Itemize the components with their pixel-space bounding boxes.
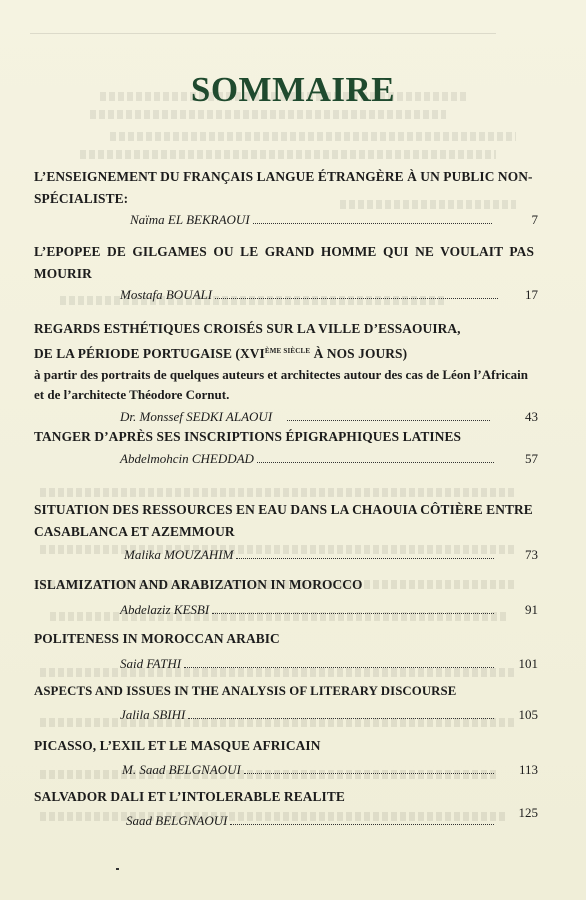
entry-title: SALVADOR DALI ET L’INTOLERABLE REALITE (34, 789, 345, 804)
entry-page-number: 101 (518, 656, 538, 671)
leader-dots (257, 452, 494, 463)
entry-author: Said FATHI (120, 656, 182, 671)
author-line (120, 602, 538, 620)
author-line (126, 805, 538, 831)
leader-dots (184, 657, 494, 668)
page-title: SOMMAIRE (190, 70, 396, 109)
leader-dots (244, 763, 494, 774)
print-mark (116, 868, 119, 870)
leader-dots (253, 213, 492, 224)
entry-page-number: 105 (518, 707, 538, 722)
author-line (124, 547, 538, 565)
toc-entry (34, 318, 538, 427)
century-superscript: ÈME SIÈCLE (264, 347, 311, 355)
leader-dots (212, 603, 494, 614)
author-line (120, 656, 538, 674)
toc-entry (34, 786, 538, 831)
toc-entry (34, 680, 538, 725)
entry-title-line2 (34, 340, 534, 365)
running-header-rule (30, 33, 496, 34)
leader-dots (215, 288, 498, 299)
entry-page-number: 17 (525, 287, 538, 302)
entry-page-number: 91 (525, 602, 538, 617)
toc-entry (34, 241, 538, 305)
entry-title: ASPECTS AND ISSUES IN THE ANALYSIS OF LITERARY DISCOURSE (34, 684, 457, 698)
author-line (122, 762, 538, 780)
entry-title: POLITENESS IN MOROCCAN ARABIC (34, 631, 280, 646)
leader-dots (287, 410, 490, 421)
author-line (120, 409, 538, 427)
entry-author: Saad BELGNAOUI (126, 813, 228, 828)
entry-page-number: 125 (518, 805, 538, 820)
entry-page-number: 57 (525, 451, 538, 466)
author-line (120, 707, 538, 725)
entry-author: Malika MOUZAHIM (124, 547, 234, 562)
entry-author: Naïma EL BEKRAOUI (130, 212, 250, 227)
entry-title: TANGER D’APRÈS SES INSCRIPTIONS ÉPIGRAPHIQUES LATINES (34, 429, 462, 444)
entry-author: M. Saad BELGNAOUI (122, 762, 241, 777)
author-line (120, 451, 538, 469)
entry-author: Abdelmohcin CHEDDAD (120, 451, 254, 466)
toc-entry (34, 426, 538, 469)
toc-entry (34, 499, 538, 565)
entry-author: Dr. Monssef SEDKI ALAOUI (120, 409, 273, 424)
entry-title: PICASSO, L’EXIL ET LE MASQUE AFRICAIN (34, 738, 321, 753)
entry-page-number: 73 (525, 547, 538, 562)
author-line (130, 212, 538, 230)
leader-dots (236, 548, 494, 559)
toc-entry (34, 628, 538, 674)
entry-title-line1: REGARDS ESTHÉTIQUES CROISÉS SUR LA VILLE D’ESSAOUIRA, (34, 321, 461, 336)
entry-author: Jalila SBIHI (120, 707, 186, 722)
entry-title-line2-part1: DE LA PÉRIODE PORTUGAISE (XVI (34, 346, 265, 361)
entry-page-number: 43 (525, 409, 538, 424)
entry-subtitle: à partir des portraits de quelques auteurs et architectes autour des cas de Léon l’Africain et de l’architecte Théodore Cornut. (34, 367, 528, 402)
entry-title-line2-part2: À NOS JOURS) (310, 346, 408, 361)
author-line (120, 287, 538, 305)
leader-dots (230, 814, 494, 825)
entry-title: L’ENSEIGNEMENT DU FRANÇAIS LANGUE ÉTRANGÈRE À UN PUBLIC NON-SPÉCIALISTE: (34, 169, 533, 206)
toc-entry (34, 735, 538, 780)
leader-dots (188, 708, 494, 719)
toc-entry (34, 574, 538, 620)
entry-title: L’EPOPEE DE GILGAMES OU LE GRAND HOMME QUI NE VOULAIT PAS MOURIR (34, 244, 534, 281)
toc-entry (34, 166, 538, 230)
entry-title: SITUATION DES RESSOURCES EN EAU DANS LA CHAOUIA CÔTIÈRE ENTRE CASABLANCA ET AZEMMOUR (34, 502, 533, 539)
entry-title: ISLAMIZATION AND ARABIZATION IN MOROCCO (34, 577, 363, 592)
entry-author: Abdelaziz KESBI (120, 602, 210, 617)
entry-page-number: 7 (531, 212, 538, 227)
entry-author: Mostafa BOUALI (120, 287, 213, 302)
entry-page-number: 113 (518, 762, 538, 777)
